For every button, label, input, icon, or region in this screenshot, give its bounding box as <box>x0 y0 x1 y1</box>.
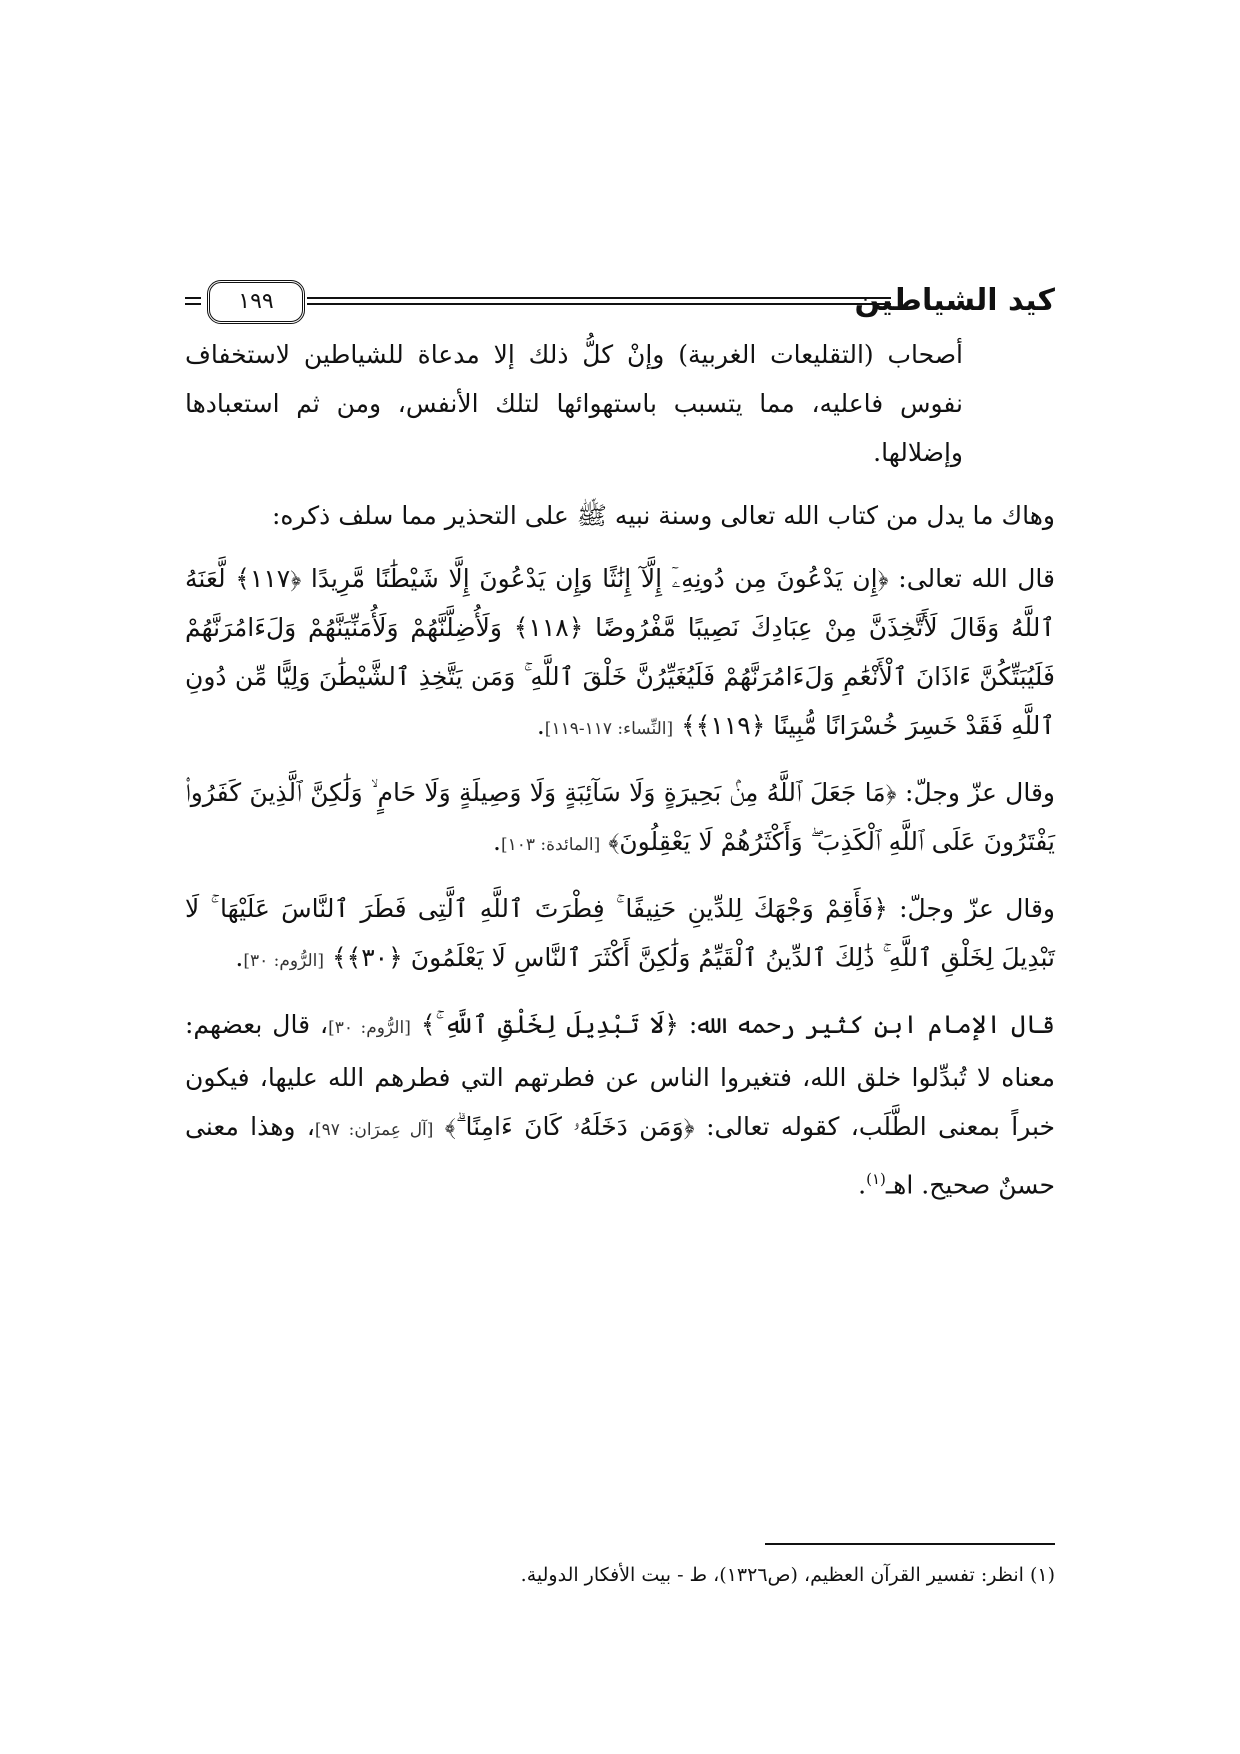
verse-intro: وقال عزّ وجلّ: <box>887 894 1055 923</box>
footnote: (١) انظر: تفسير القرآن العظيم، (ص١٣٢٦)، ط - بيت الأفكار الدولية. <box>520 1564 1055 1586</box>
page-number: ١٩٩ <box>207 280 305 324</box>
page-body <box>185 330 1055 1223</box>
page-header <box>185 278 1055 324</box>
verse-reference: [آل عِمرَان: ٩٧] <box>314 1120 434 1140</box>
verse-reference: [الرُّوم: ٣٠] <box>328 1018 411 1038</box>
header-rule-end <box>185 297 201 305</box>
quran-verse: ﴿مَا جَعَلَ ٱللَّهُ مِنۢ بَحِيرَةٍ وَلَا سَآئِبَةٍ وَلَا وَصِيلَةٍ وَلَا حَامٍ ۙ وَلَٰكِنَّ ٱلَّذِينَ كَفَرُوا۟ يَفْتَرُونَ عَلَى ٱللَّهِ ٱلْكَذِبَ ۖ وَأَكْثَرُهُمْ لَا يَعْقِلُونَ﴾ <box>185 778 1055 856</box>
quran-verse: ﴿إِن يَدْعُونَ مِن دُونِهِۦٓ إِلَّآ إِنَٰثًا وَإِن يَدْعُونَ إِلَّا شَيْطَٰنًا مَّرِيدًا ﴿١١٧﴾ لَّعَنَهُ ٱللَّهُ وَقَالَ لَأَتَّخِذَنَّ مِنْ عِبَادِكَ نَصِيبًا مَّفْرُوضًا ﴿١١٨﴾ وَلَأُضِلَّنَّهُمْ وَلَأُمَنِّيَنَّهُمْ وَلَءَامُرَنَّهُمْ فَلَيُبَتِّكُنَّ ءَاذَانَ ٱلْأَنْعَٰمِ وَلَءَامُرَنَّهُمْ فَلَيُغَيِّرُنَّ خَلْقَ ٱللَّهِ ۚ وَمَن يَتَّخِذِ ٱلشَّيْطَٰنَ وَلِيًّا مِّن دُونِ ٱللَّهِ فَقَدْ خَسِرَ خُسْرَانًا مُّبِينًا ﴿١١٩﴾﴾ <box>185 564 1055 740</box>
paragraph-6: قال الإمام ابن كثير رحمه الله: ﴿لَا تَبْدِيلَ لِخَلْقِ ٱللَّهِ ۚ﴾ [الرُّوم: ٣٠]، قال بعضهم: معناه لا تُبدِّلوا خلق الله، فتغيروا الناس عن فطرتهم التي فطرهم الله عليها، فيكون خبراً بمعنى الطَّلَب، كقوله تعالى: ﴿وَمَن دَخَلَهُۥ كَانَ ءَامِنًا ۗ﴾ [آل عِمرَان: ٩٧]، وهذا معنى حسنٌ صحيح. اهـ$^{(١)}$. <box>185 1010 1055 1200</box>
paragraph-3: قال الله تعالى: ﴿إِن يَدْعُونَ مِن دُونِهِۦٓ إِلَّآ إِنَٰثًا وَإِن يَدْعُونَ إِلَّا شَيْطَٰنًا مَّرِيدًا ﴿١١٧﴾ لَّعَنَهُ ٱللَّهُ وَقَالَ لَأَتَّخِذَنَّ مِنْ عِبَادِكَ نَصِيبًا مَّفْرُوضًا ﴿١١٨﴾ وَلَأُضِلَّنَّهُمْ وَلَأُمَنِّيَنَّهُمْ وَلَءَامُرَنَّهُمْ فَلَيُبَتِّكُنَّ ءَاذَانَ ٱلْأَنْعَٰمِ وَلَءَامُرَنَّهُمْ فَلَيُغَيِّرُنَّ خَلْقَ ٱللَّهِ ۚ وَمَن يَتَّخِذِ ٱلشَّيْطَٰنَ وَلِيًّا مِّن دُونِ ٱللَّهِ فَقَدْ خَسِرَ خُسْرَانًا مُّبِينًا ﴿١١٩﴾﴾ [النِّساء: ١١٧-١١٩]. <box>185 564 1056 740</box>
footnote-marker: (١) <box>866 1170 886 1188</box>
footnote-divider <box>765 1543 1055 1545</box>
verse-reference: [الرُّوم: ٣٠] <box>243 951 324 971</box>
header-title: كيد الشياطين <box>854 283 1055 318</box>
verse-intro: قال الله تعالى: <box>888 564 1056 593</box>
paragraph-1: أصحاب (التقليعات الغربية) وإنْ كلُّ ذلك إلا مدعاة للشياطين لاستخفاف نفوس فاعليه، مما يتسبب باستهوائها لتلك الأنفس، ومن ثم استعبادها وإضلالها. <box>185 340 963 467</box>
quran-verse: ﴿وَمَن دَخَلَهُۥ كَانَ ءَامِنًا ۗ﴾ <box>444 1112 695 1141</box>
verse-reference: [النِّساء: ١١٧-١١٩] <box>544 719 674 739</box>
header-rule <box>307 297 891 305</box>
paragraph-5: وقال عزّ وجلّ: ﴿فَأَقِمْ وَجْهَكَ لِلدِّينِ حَنِيفًا ۚ فِطْرَتَ ٱللَّهِ ٱلَّتِى فَطَرَ ٱلنَّاسَ عَلَيْهَا ۚ لَا تَبْدِيلَ لِخَلْقِ ٱللَّهِ ۚ ذَٰلِكَ ٱلدِّينُ ٱلْقَيِّمُ وَلَٰكِنَّ أَكْثَرَ ٱلنَّاسِ لَا يَعْلَمُونَ ﴿٣٠﴾﴾ [الرُّوم: ٣٠]. <box>185 894 1055 972</box>
verse-reference: [المائدة: ١٠٣] <box>500 835 601 855</box>
paragraph-2: وهاك ما يدل من كتاب الله تعالى وسنة نبيه ﷺ على التحذير مما سلف ذكره: <box>271 501 1055 530</box>
paragraph-text: ، قال بعضهم: معناه لا تُبدِّلوا خلق الله، فتغيروا الناس عن فطرتهم التي فطرهم الله عليها، فيكون خبراً بمعنى الطَّلَب، كقوله تعالى: <box>185 1010 1055 1141</box>
paragraph-4: وقال عزّ وجلّ: ﴿مَا جَعَلَ ٱللَّهُ مِنۢ بَحِيرَةٍ وَلَا سَآئِبَةٍ وَلَا وَصِيلَةٍ وَلَا حَامٍ ۙ وَلَٰكِنَّ ٱلَّذِينَ كَفَرُوا۟ يَفْتَرُونَ عَلَى ٱللَّهِ ٱلْكَذِبَ ۖ وَأَكْثَرُهُمْ لَا يَعْقِلُونَ﴾ [المائدة: ١٠٣]. <box>185 778 1055 856</box>
quran-verse: ﴿لَا تَبْدِيلَ لِخَلْقِ ٱللَّهِ ۚ﴾ <box>420 1010 679 1039</box>
paragraph-text: قال الإمام ابن كثير رحمه الله: <box>678 1010 1055 1039</box>
paragraph-text: ، وهذا معنى حسنٌ صحيح. اهـ <box>185 1112 1055 1200</box>
verse-intro: وقال عزّ وجلّ: <box>896 778 1055 807</box>
quran-verse: ﴿فَأَقِمْ وَجْهَكَ لِلدِّينِ حَنِيفًا ۚ فِطْرَتَ ٱللَّهِ ٱلَّتِى فَطَرَ ٱلنَّاسَ عَلَيْهَا ۚ لَا تَبْدِيلَ لِخَلْقِ ٱللَّهِ ۚ ذَٰلِكَ ٱلدِّينُ ٱلْقَيِّمُ وَلَٰكِنَّ أَكْثَرَ ٱلنَّاسِ لَا يَعْلَمُونَ ﴿٣٠﴾﴾ <box>185 894 1055 972</box>
